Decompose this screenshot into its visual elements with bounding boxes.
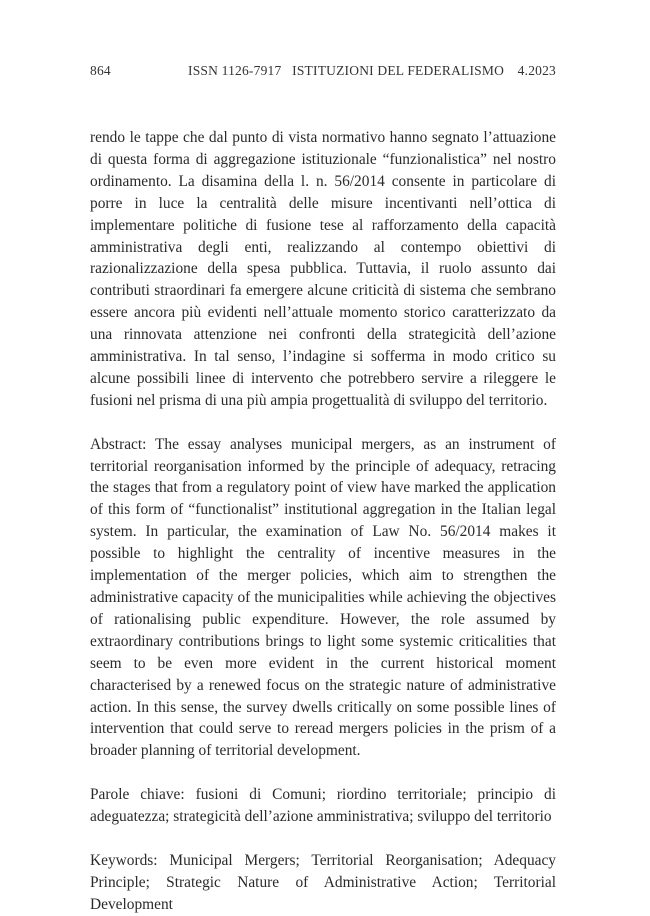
article-body [90,127,556,916]
page-number: 864 [90,63,111,78]
english-keywords: Keywords: Municipal Mergers; Territorial Reorganisation; Adequacy Principle; Strategic Nature of Administrative Action; Territorial Development [90,851,556,913]
running-head: ISSN 1126-7917 ISTITUZIONI DEL FEDERALISMO [188,63,505,78]
issue-number: 4.2023 [517,63,556,78]
english-abstract: Abstract: The essay analyses municipal mergers, as an instrument of territorial reorganisation informed by the principle of adequacy, retracing the stages that from a regulatory point of view have marked the application of this form of “functionalist” institutional aggregation in the Italian legal system. In particular, the examination of Law No. 56/2014 makes it possible to highlight the centrality of incentive measures in the implementation of the merger policies, which aim to strengthen the administrative capacity of the municipalities while achieving the objectives of rationalising public expenditure. However, the role assumed by extraordinary contributions brings to light some systemic criticalities that seem to be even more evident in the current historical moment characterised by a renewed focus on the strategic nature of administrative action. In this sense, the survey dwells critically on some possible lines of intervention that could serve to reread mergers policies in the prism of a broader planning of territorial development. [90,435,556,760]
page-header [90,63,556,83]
italian-keywords: Parole chiave: fusioni di Comuni; riordino territoriale; principio di adeguatezza; strategicità dell’azione amministrativa; sviluppo del territorio [90,786,556,826]
italian-abstract-continuation: rendo le tappe che dal punto di vista normativo hanno segnato l’attuazione di questa forma di aggregazione istituzionale “funzionalistica” nel nostro ordinamento. La disamina della l. n. 56/2014 consente in particolare di porre in luce la centralità delle misure incentivanti nell’ottica di implementare politiche di fusione tese al rafforzamento della capacità amministrativa degli enti, realizzando al contempo obiettivi di razionalizzazione della spesa pubblica. Tuttavia, il ruolo assunto dai contributi straordinari fa emergere alcune criticità di sistema che sembrano essere ancora più evidenti nell’attuale momento storico caratterizzato da una rinnovata attenzione nei confronti della strategicità dell’azione amministrativa. In tal senso, l’indagine si sofferma in modo critico su alcune possibili linee di intervento che potrebbero servire a rileggere le fusioni nel prisma di una più ampia progettualità di sviluppo del territorio. [90,129,556,409]
